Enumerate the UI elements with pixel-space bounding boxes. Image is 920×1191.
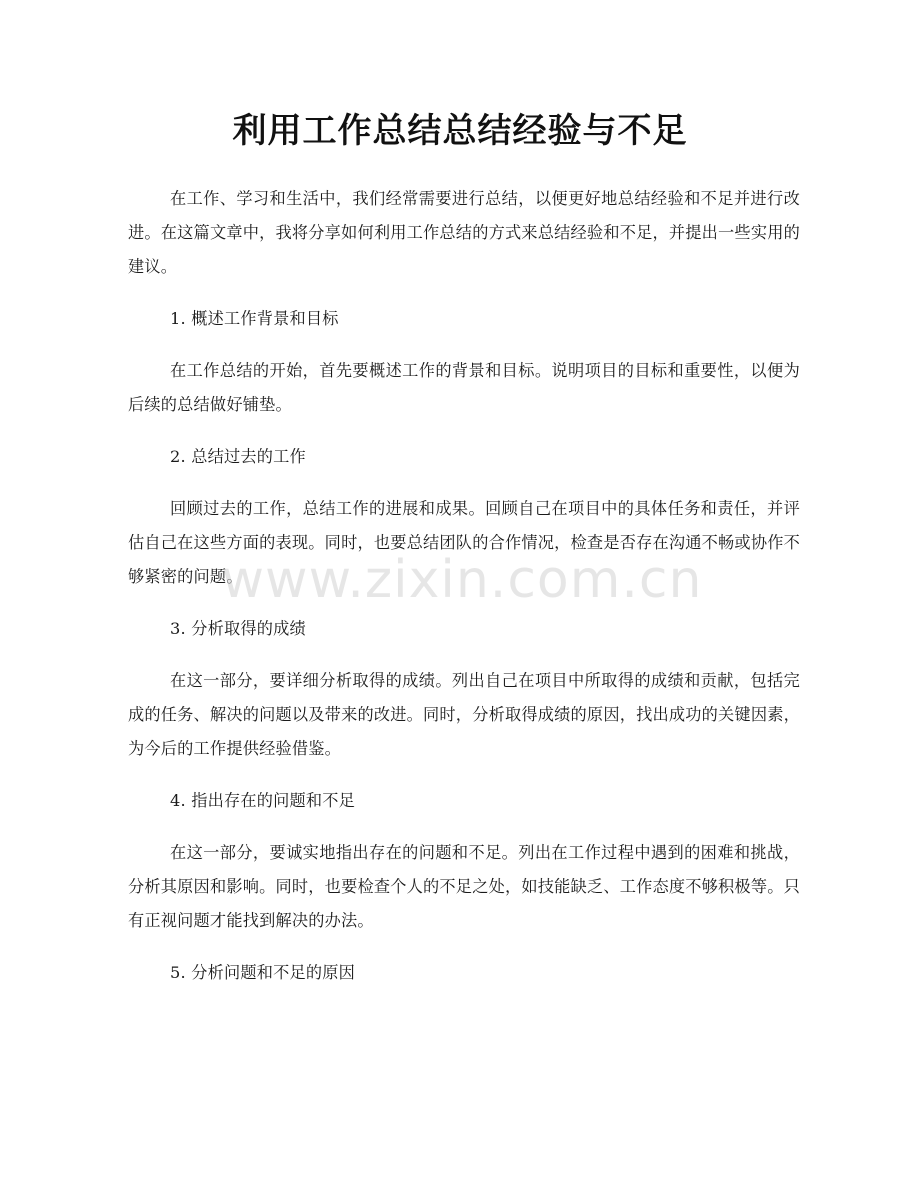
section-heading-1: 1. 概述工作背景和目标 <box>170 309 339 328</box>
section-heading-3: 3. 分析取得的成绩 <box>170 619 306 638</box>
intro-paragraph: 在工作、学习和生活中，我们经常需要进行总结，以便更好地总结经验和不足并进行改进。在这篇文章中，我将分享如何利用工作总结的方式来总结经验和不足，并提出一些实用的建议。 <box>128 189 800 276</box>
section-heading-2: 2. 总结过去的工作 <box>170 447 306 466</box>
section-body-3: 在这一部分，要详细分析取得的成绩。列出自己在项目中所取得的成绩和贡献，包括完成的任务、解决的问题以及带来的改进。同时，分析取得成绩的原因，找出成功的关键因素，为今后的工作提供经验借鉴。 <box>128 671 800 758</box>
section-heading-5: 5. 分析问题和不足的原因 <box>170 963 356 982</box>
section-body-4: 在这一部分，要诚实地指出存在的问题和不足。列出在工作过程中遇到的困难和挑战，分析其原因和影响。同时，也要检查个人的不足之处，如技能缺乏、工作态度不够积极等。只有正视问题才能找到解决的办法。 <box>128 843 800 930</box>
section-heading-4: 4. 指出存在的问题和不足 <box>170 791 356 810</box>
section-body-2: 回顾过去的工作，总结工作的进展和成果。回顾自己在项目中的具体任务和责任，并评估自己在这些方面的表现。同时，也要总结团队的合作情况，检查是否存在沟通不畅或协作不够紧密的问题。 <box>128 499 800 586</box>
document-body <box>128 182 800 1008</box>
watermark: www.zixin.com.cn <box>221 550 703 610</box>
document-title: 利用工作总结总结经验与不足 <box>232 111 688 151</box>
section-body-1: 在工作总结的开始，首先要概述工作的背景和目标。说明项目的目标和重要性，以便为后续的总结做好铺垫。 <box>128 361 800 414</box>
